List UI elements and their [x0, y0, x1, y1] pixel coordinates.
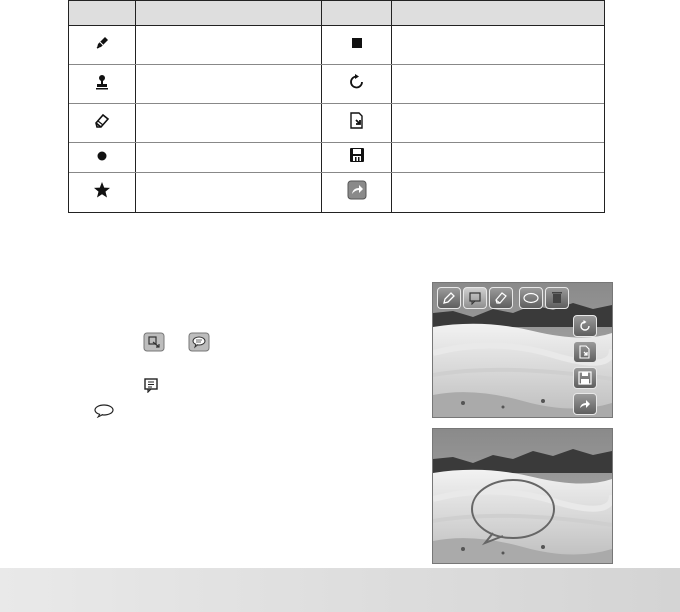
save-as-icon: [348, 112, 366, 135]
table-cell: [392, 65, 604, 103]
table-row: [69, 173, 135, 212]
table-cell: [322, 26, 391, 64]
eraser-tool-button[interactable]: [489, 287, 513, 309]
share-arrow-icon: [578, 397, 592, 411]
trash-tool-button[interactable]: [545, 287, 569, 309]
table-row: [69, 104, 135, 142]
header-cell: [322, 1, 392, 25]
edit-screen-bubble: [432, 428, 613, 564]
memo-icon: [143, 377, 159, 398]
speech-bubble-icon: [188, 332, 210, 357]
floppy-save-icon: [349, 147, 365, 168]
save-button[interactable]: [573, 367, 597, 389]
pencil-icon: [442, 291, 456, 305]
oval-bubble-icon: [522, 292, 540, 304]
eraser-icon: [494, 291, 508, 305]
table-cell: [392, 173, 604, 212]
stop-square-icon: [351, 36, 363, 54]
table-cell: [322, 143, 391, 172]
table-cell: [136, 26, 321, 64]
table-cell: [322, 173, 391, 212]
table-cell: [322, 65, 391, 103]
table-cell: [392, 104, 604, 142]
stamp-icon: [94, 74, 110, 95]
share-button[interactable]: [573, 393, 597, 415]
table-cell: [136, 143, 321, 172]
save-as-button[interactable]: [573, 341, 597, 363]
eraser-icon: [94, 113, 110, 134]
header-cell: [392, 1, 604, 25]
memo-frame-icon: [468, 291, 482, 305]
table-cell: [322, 104, 391, 142]
oval-bubble-tool-button[interactable]: [519, 287, 543, 309]
table-cell: [392, 143, 604, 172]
star-icon: [93, 181, 111, 204]
table-cell: [392, 26, 604, 64]
pencil-tool-button[interactable]: [437, 287, 461, 309]
table-cell: [136, 173, 321, 212]
table-cell: [136, 65, 321, 103]
rotate-icon: [348, 73, 366, 96]
table-row: [69, 143, 135, 172]
rotate-icon: [578, 319, 592, 333]
trash-icon: [552, 292, 562, 304]
speech-bubble-overlay[interactable]: [433, 429, 612, 563]
table-row: [69, 65, 135, 103]
footer-bar: [0, 568, 680, 612]
pencil-icon: [94, 35, 110, 56]
table-cell: [136, 104, 321, 142]
table-header-row: [69, 1, 604, 26]
oval-bubble-icon: [93, 404, 115, 423]
dot-icon: [96, 149, 108, 167]
share-arrow-icon: [347, 180, 367, 205]
floppy-save-icon: [578, 371, 592, 385]
save-as-icon: [578, 345, 592, 359]
memo-frame-tool-button[interactable]: [463, 287, 487, 309]
resize-icon: [143, 332, 165, 357]
table-row: [69, 26, 135, 64]
header-cell: [136, 1, 322, 25]
header-cell: [69, 1, 136, 25]
icon-legend-table: [68, 0, 605, 213]
rotate-button[interactable]: [573, 315, 597, 337]
edit-screen-toolbar: [432, 282, 613, 418]
